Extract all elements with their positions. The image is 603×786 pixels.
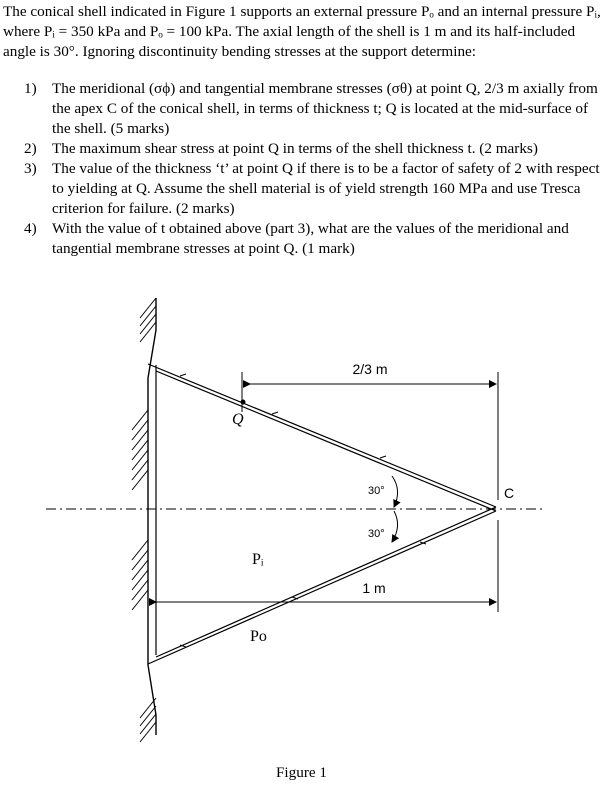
- external-pressure-label: Po: [250, 628, 267, 645]
- question-item: [0, 219, 600, 259]
- dimension-one: [156, 520, 498, 612]
- angle-arc-lower: [392, 511, 398, 542]
- problem-intro: The conical shell indicated in Figure 1 supports an external pressure Pₒ and an internal pressure Pᵢ, where Pᵢ = 350 kPa and Pₒ = 100 kPa. The axial length of the shell is 1 m and its half-included angle is 30°. Ignoring discontinuity bending stresses at the support determine:: [3, 3, 601, 60]
- internal-pressure-label: Pᵢ: [252, 551, 264, 568]
- question-item: [0, 159, 600, 219]
- wall-support: [132, 298, 156, 742]
- conical-shell-figure: [0, 280, 603, 760]
- question-text: With the value of t obtained above (part 3), what are the values of the meridional and tangential membrane stresses at point Q. (1 mark): [52, 220, 569, 257]
- shell-ticks: [180, 374, 426, 647]
- dimension-two-thirds: [242, 372, 498, 500]
- question-item: [0, 79, 600, 139]
- question-text: The value of the thickness ‘t’ at point Q if there is to be a factor of safety of 2 with respect to yielding at Q. Assume the shell material is of yield strength 160 MPa and use Tresca criterion for failure. (2 marks): [52, 160, 600, 217]
- angle-arc-upper: [392, 476, 398, 507]
- figure-caption: Figure 1: [275, 764, 328, 781]
- question-text: The maximum shear stress at point Q in terms of the shell thickness t. (2 marks): [52, 140, 538, 157]
- apex-c-label: C: [504, 485, 515, 501]
- dimension-two-thirds-label: 2/3 m: [352, 361, 388, 377]
- question-number: 4): [24, 220, 37, 237]
- upper-shell: [148, 364, 496, 511]
- question-number: 3): [24, 160, 37, 177]
- question-text: The meridional (σϕ) and tangential membrane stresses (σθ) at point Q, 2/3 m axially from the apex C of the conical shell, in terms of thickness t; Q is located at the mid-surface of the shell. (5 marks): [52, 80, 598, 137]
- question-number: 1): [24, 80, 37, 97]
- question-number: 2): [24, 140, 37, 157]
- question-list: [0, 79, 600, 259]
- question-item: [0, 139, 600, 159]
- angle-lower-label: 30°: [368, 528, 385, 540]
- angle-upper-label: 30°: [368, 485, 385, 497]
- point-q-label: Q: [232, 411, 244, 428]
- dimension-one-label: 1 m: [362, 580, 386, 596]
- lower-shell: [148, 507, 496, 664]
- point-q-marker: [241, 400, 246, 405]
